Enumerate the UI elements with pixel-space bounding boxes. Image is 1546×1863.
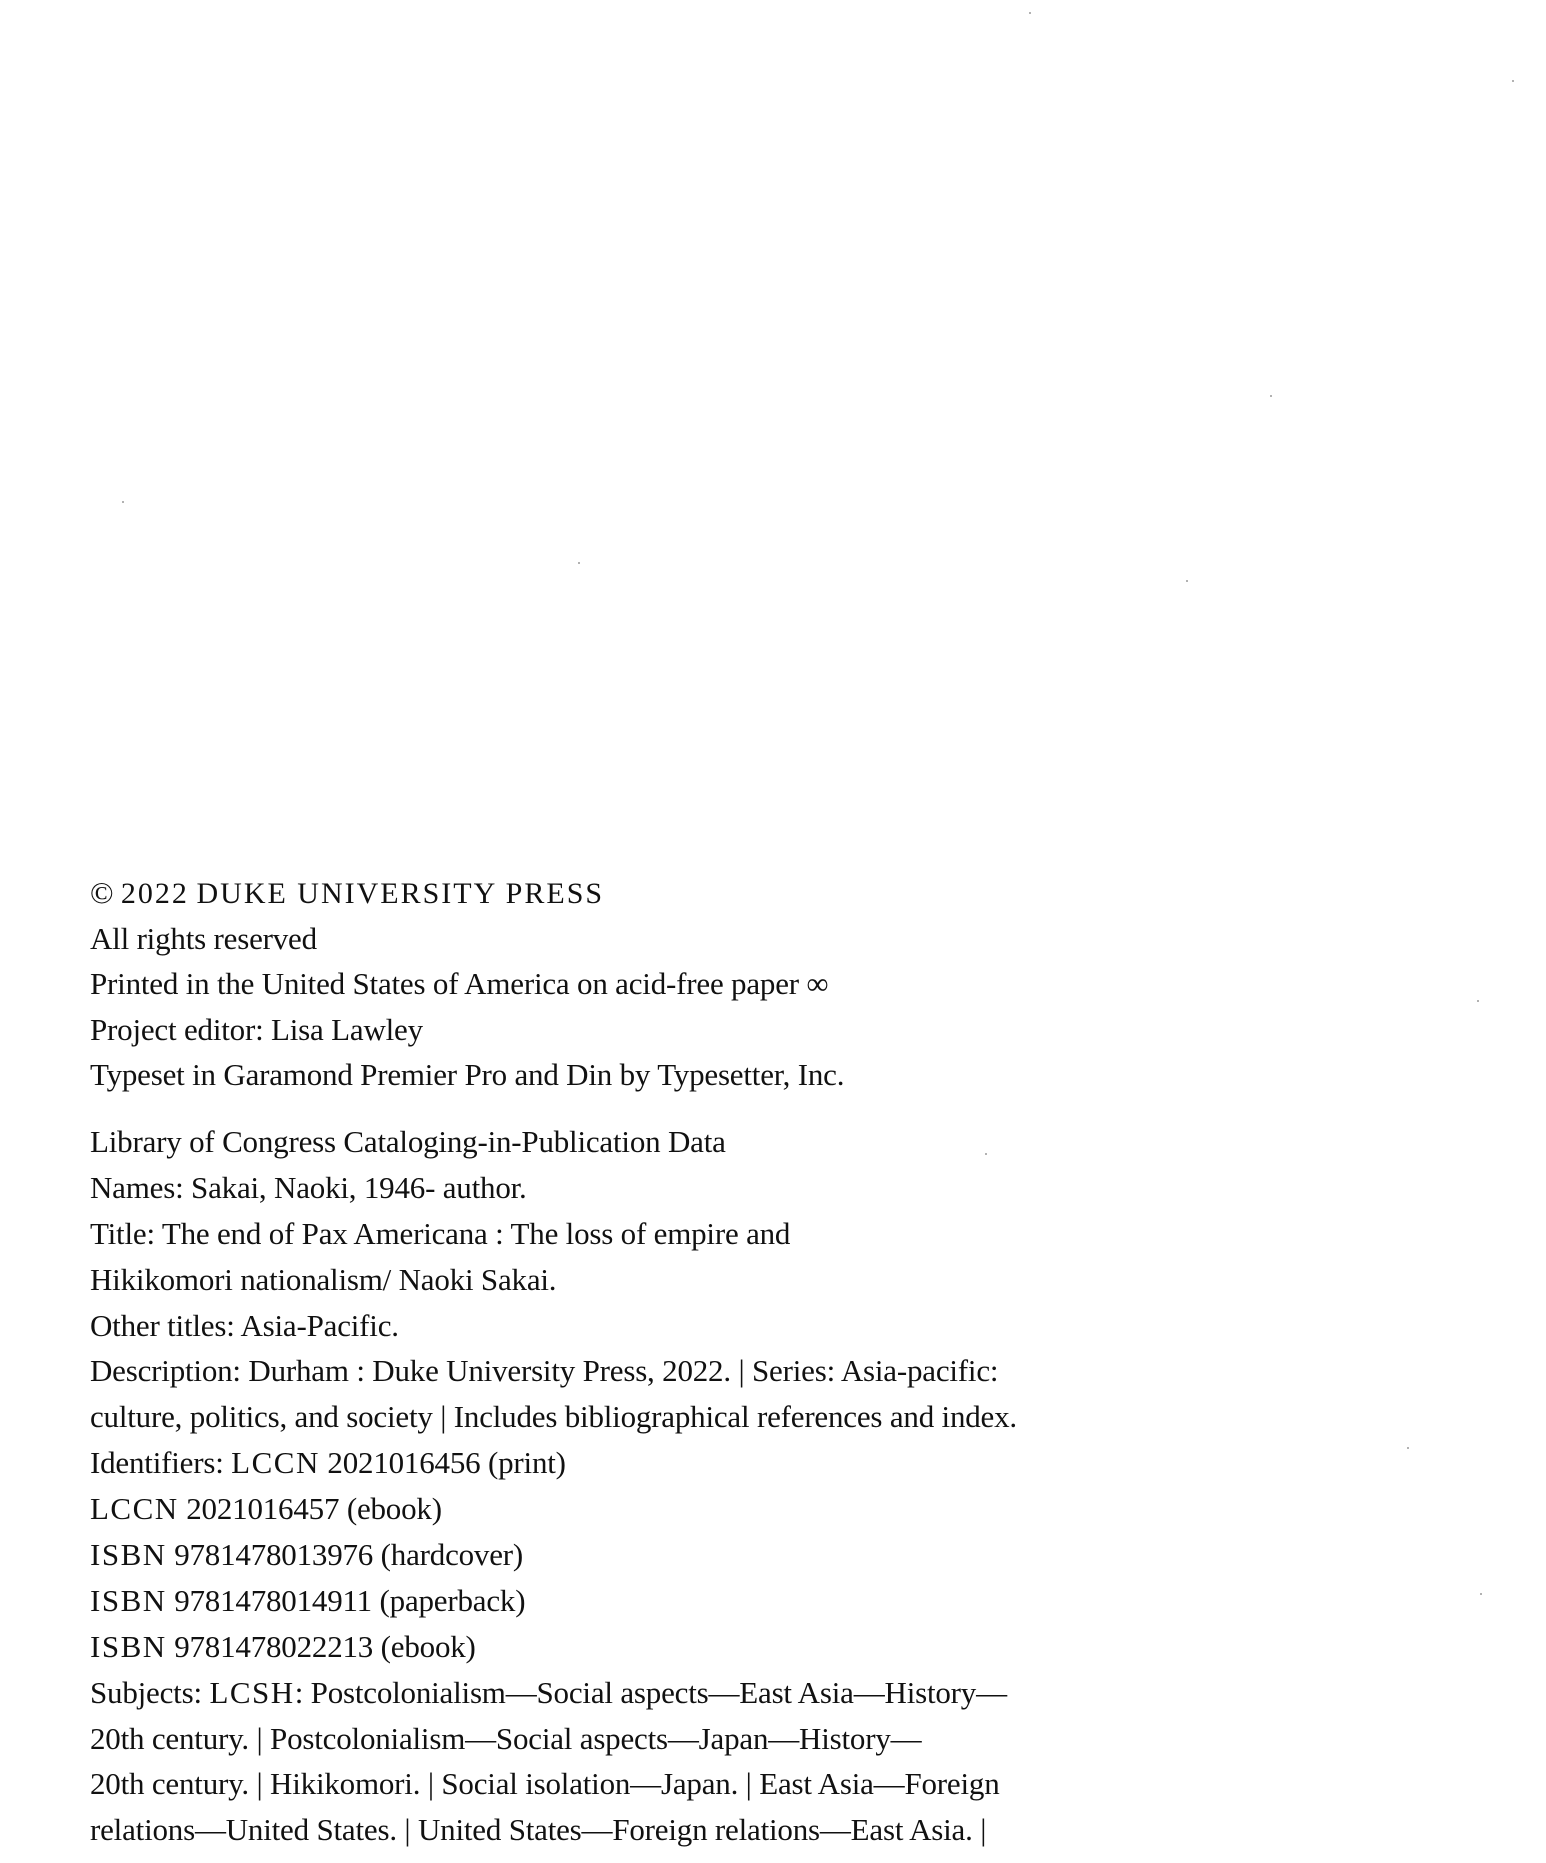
identifier-number: 9781478014911 <box>174 1582 372 1618</box>
cip-title-line-1: Title: The end of Pax Americana : The loss of empire and <box>90 1215 791 1251</box>
scan-speck <box>578 562 580 564</box>
cip-identifier-row <box>90 1624 1190 1670</box>
identifier-note: (print) <box>488 1445 566 1481</box>
identifier-scheme: ISBN <box>90 1628 167 1664</box>
cip-other-titles: Other titles: Asia-Pacific. <box>90 1307 399 1343</box>
cip-description-line-2: culture, politics, and society | Includes bibliographical references and index. <box>90 1399 1017 1435</box>
identifier-note: (ebook) <box>346 1491 442 1527</box>
cip-subjects-line-3: 20th century. | Hikikomori. | Social isolation—Japan. | East Asia—Foreign <box>90 1766 1000 1802</box>
cip-identifier-row <box>90 1440 1190 1486</box>
cip-subjects-label: Subjects: <box>90 1674 202 1710</box>
cip-heading: Library of Congress Cataloging-in-Publication Data <box>90 1124 726 1159</box>
cip-names: Names: Sakai, Naoki, 1946- author. <box>90 1169 527 1205</box>
scan-speck <box>1186 580 1188 582</box>
project-editor: Project editor: Lisa Lawley <box>90 1011 423 1047</box>
subjects-text-1: : Postcolonialism—Social aspects—East Asia—History— <box>294 1674 1007 1710</box>
scan-speck <box>1477 1000 1479 1002</box>
scan-speck <box>122 501 124 503</box>
cip-description-line-1: Description: Durham : Duke University Press, 2022. | Series: Asia-pacific: <box>90 1353 999 1389</box>
cip-subjects-line-1 <box>90 1670 1190 1716</box>
printing-note: Printed in the United States of America on acid-free paper ∞ <box>90 966 829 1001</box>
cip-data-block <box>90 1119 1190 1853</box>
identifier-number: 9781478013976 <box>174 1537 374 1573</box>
cip-subjects-line-2: 20th century. | Postcolonialism—Social aspects—Japan—History— <box>90 1720 922 1756</box>
identifier-scheme: LCCN <box>90 1491 179 1527</box>
copyright-year: 2022 <box>120 877 189 910</box>
identifier-number: 2021016456 <box>327 1445 481 1481</box>
cip-identifier-row <box>90 1486 1190 1532</box>
copyright-symbol: © <box>90 875 114 910</box>
typeset-note: Typeset in Garamond Premier Pro and Din by Typesetter, Inc. <box>90 1057 845 1092</box>
cip-identifier-row <box>90 1532 1190 1578</box>
rights-reserved: All rights reserved <box>90 920 317 956</box>
identifier-number: 2021016457 <box>186 1491 340 1527</box>
identifier-note: (paperback) <box>379 1582 526 1618</box>
scan-speck <box>1029 12 1031 14</box>
cip-subjects-line-4: relations—United States. | United States—Foreign relations—East Asia. | <box>90 1812 987 1848</box>
publisher-name: DUKE UNIVERSITY PRESS <box>196 877 605 910</box>
copyright-line <box>90 870 1090 916</box>
scan-speck <box>1407 1447 1409 1449</box>
identifier-scheme: ISBN <box>90 1582 167 1618</box>
copyright-block <box>90 870 1090 1098</box>
scan-speck <box>1512 80 1514 82</box>
identifier-scheme: LCCN <box>231 1445 320 1481</box>
cip-identifiers-label: Identifiers: <box>90 1445 224 1481</box>
scan-speck <box>1270 395 1272 397</box>
scan-speck <box>1480 1593 1482 1595</box>
identifier-note: (ebook) <box>380 1628 476 1664</box>
cip-title-line-2: Hikikomori nationalism/ Naoki Sakai. <box>90 1261 557 1297</box>
subjects-scheme: LCSH <box>209 1674 295 1710</box>
identifier-number: 9781478022213 <box>174 1628 374 1664</box>
cip-identifier-row <box>90 1578 1190 1624</box>
identifier-scheme: ISBN <box>90 1537 167 1573</box>
identifier-note: (hardcover) <box>380 1537 524 1573</box>
